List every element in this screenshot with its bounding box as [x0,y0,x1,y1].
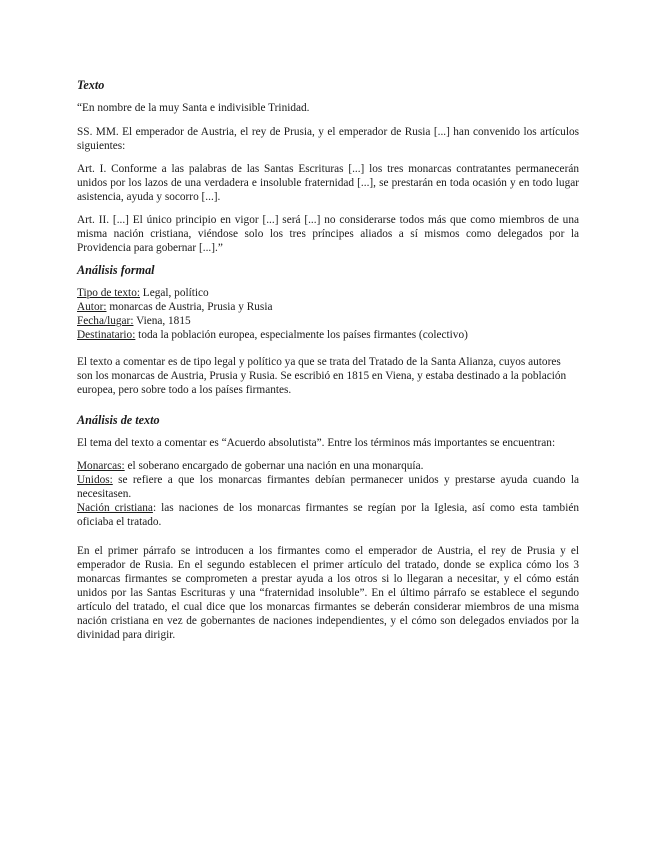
texto-paragraph-4: Art. II. [...] El único principio en vigor [...] será [...] no considerarse todos más que como miembros de una misma nación cristiana, viéndose solo los tres príncipes aliados a sí mismos como delegados por la Providencia para gobernar [...].” [77,214,579,254]
term-nacion-cristiana [77,501,579,529]
heading-analisis-formal: Análisis formal [77,263,155,277]
field-destinatario [77,328,579,342]
formal-summary: El texto a comentar es de tipo legal y político ya que se trata del Tratado de la Santa Alianza, cuyos autores son los monarcas de Austria, Prusia y Rusia. Se escribió en 1815 en Viena, y estaba destinado a la población europea, pero sobre todo a los países firmantes. [77,356,567,396]
term-monarcas [77,459,579,473]
term-definition: el soberano encargado de gobernar una nación en una monarquía. [124,460,424,472]
field-label: Fecha/lugar: [77,315,134,327]
texto-paragraph-1: “En nombre de la muy Santa e indivisible Trinidad. [77,102,310,114]
term-definition: se refiere a que los monarcas firmantes debían permanecer unidos y prestarse ayuda cuando la necesitasen. [77,474,579,500]
heading-texto: Texto [77,78,105,92]
field-value: toda la población europea, especialmente los países firmantes (colectivo) [135,329,468,341]
field-tipo [77,286,579,300]
field-value: monarcas de Austria, Prusia y Rusia [106,301,273,313]
formal-fields [77,286,579,342]
texto-paragraph-3: Art. I. Conforme a las palabras de las Santas Escrituras [...] los tres monarcas contratantes permanecerán unidos por los lazos de una verdadera e insoluble fraternidad [...], se prestarán en toda ocasión y en todo lugar asistencia, ayuda y socorro [...]. [77,163,579,203]
heading-analisis-texto: Análisis de texto [77,413,160,427]
texto-intro: El tema del texto a comentar es “Acuerdo absolutista”. Entre los términos más importantes se encuentran: [77,437,556,449]
terms-list [77,459,579,529]
field-label: Autor: [77,301,107,313]
closing-paragraph: En el primer párrafo se introducen a los firmantes como el emperador de Austria, el rey de Prusia y el emperador de Rusia. En el segundo establecen el primer artículo del tratado, donde se explica cómo los 3 monarcas firmantes se comprometen a prestar ayuda a los otros si lo llegaran a necesitar, y el cómo están unidos por las Santas Escrituras y una “fraternidad insoluble”. En el último párrafo se establece el segundo artículo del tratado, el cual dice que los monarcas firmantes se deberán considerar miembros de una misma nación cristiana en vez de gobernantes de naciones independientes, y el cómo son delegados enviados por la divinidad para dirigir. [77,545,579,641]
term-label: Nación cristiana [77,502,153,514]
term-unidos [77,473,579,501]
field-label: Destinatario: [77,329,136,341]
field-label: Tipo de texto: [77,287,140,299]
document-content [77,78,579,642]
texto-paragraph-2: SS. MM. El emperador de Austria, el rey de Prusia, y el emperador de Rusia [...] han convenido los artículos siguientes: [77,126,579,152]
term-definition: : las naciones de los monarcas firmantes se regían por la Iglesia, así como esta también oficiaba el tratado. [77,502,579,528]
term-label: Monarcas: [77,460,125,472]
field-value: Legal, político [139,287,209,299]
term-label: Unidos: [77,474,113,486]
field-fecha [77,314,579,328]
field-autor [77,300,579,314]
field-value: Viena, 1815 [133,315,191,327]
